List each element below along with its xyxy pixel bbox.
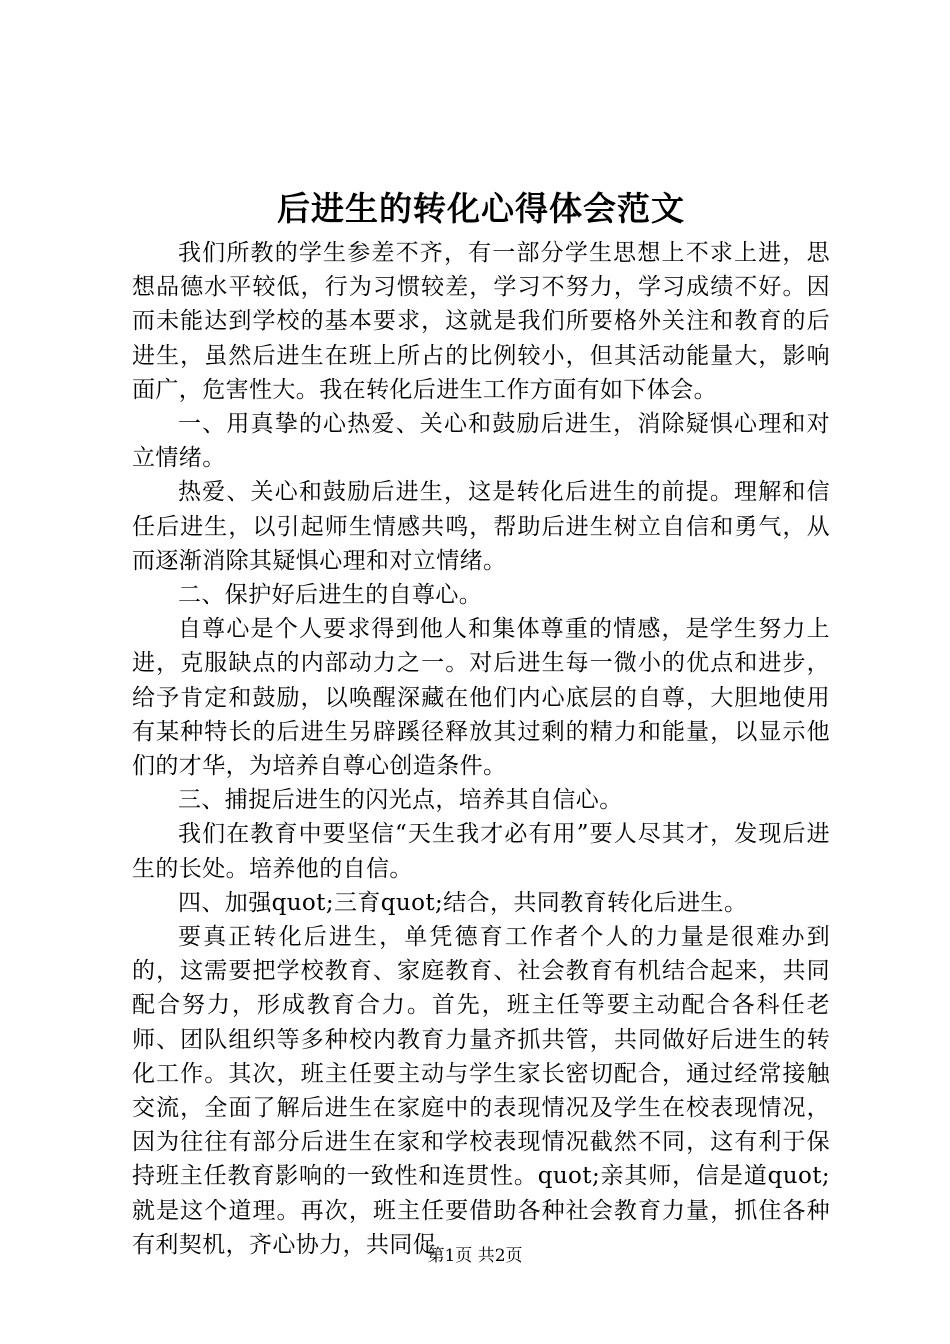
section-body-3: 我们在教育中要坚信“天生我才必有用”要人尽其才，发现后进生的长处。培养他的自信。 xyxy=(132,821,830,882)
page-footer: 第1页 共2页 xyxy=(427,1246,523,1266)
section-body-2: 自尊心是个人要求得到他人和集体尊重的情感，是学生努力上进，克服缺点的内部动力之一。对后进生每一微小的优点和进步，给予肯定和鼓励，以唤醒深藏在他们内心底层的自尊，大胆地使用有某种特长的后进生另辟蹊径释放其过剩的精力和能量，以显示他们的才华，为培养自尊心创造条件。 xyxy=(132,616,830,780)
section-heading-4: 四、加强quot;三育quot;结合，共同教育转化后进生。 xyxy=(178,889,748,916)
document-page xyxy=(132,186,830,1262)
section-heading-3: 三、捕捉后进生的闪光点，培养其自信心。 xyxy=(178,787,623,814)
section-body-4: 要真正转化后进生，单凭德育工作者个人的力量是很难办到的，这需要把学校教育、家庭教育、社会教育有机结合起来，共同配合努力，形成教育合力。首先，班主任等要主动配合各科任老师、团队组织等多种校内教育力量齐抓共管，共同做好后进生的转化工作。其次，班主任要主动与学生家长密切配合，通过经常接触交流，全面了解后进生在家庭中的表现情况及学生在校表现情况，因为往往有部分后进生在家和学校表现情况截然不同，这有利于保持班主任教育影响的一致性和连贯性。quot;亲其师，信是道quot;就是这个道理。再次，班主任要借助各种社会教育力量，抓住各种有利契机，齐心协力，共同促 xyxy=(132,924,830,1258)
section-body-1: 热爱、关心和鼓励后进生，这是转化后进生的前提。理解和信任后进生，以引起师生情感共鸣，帮助后进生树立自信和勇气，从而逐渐消除其疑惧心理和对立情绪。 xyxy=(132,479,830,574)
section-heading-1: 一、用真挚的心热爱、关心和鼓励后进生，消除疑惧心理和对立情绪。 xyxy=(132,411,830,472)
document-title: 后进生的转化心得体会范文 xyxy=(277,189,685,228)
intro-paragraph: 我们所教的学生参差不齐，有一部分学生思想上不求上进，思想品德水平较低，行为习惯较差，学习不努力，学习成绩不好。因而未能达到学校的基本要求，这就是我们所要格外关注和教育的后进生，虽然后进生在班上所占的比例较小，但其活动能量大，影响面广，危害性大。我在转化后进生工作方面有如下体会。 xyxy=(132,240,830,403)
section-heading-2: 二、保护好后进生的自尊心。 xyxy=(178,582,483,609)
